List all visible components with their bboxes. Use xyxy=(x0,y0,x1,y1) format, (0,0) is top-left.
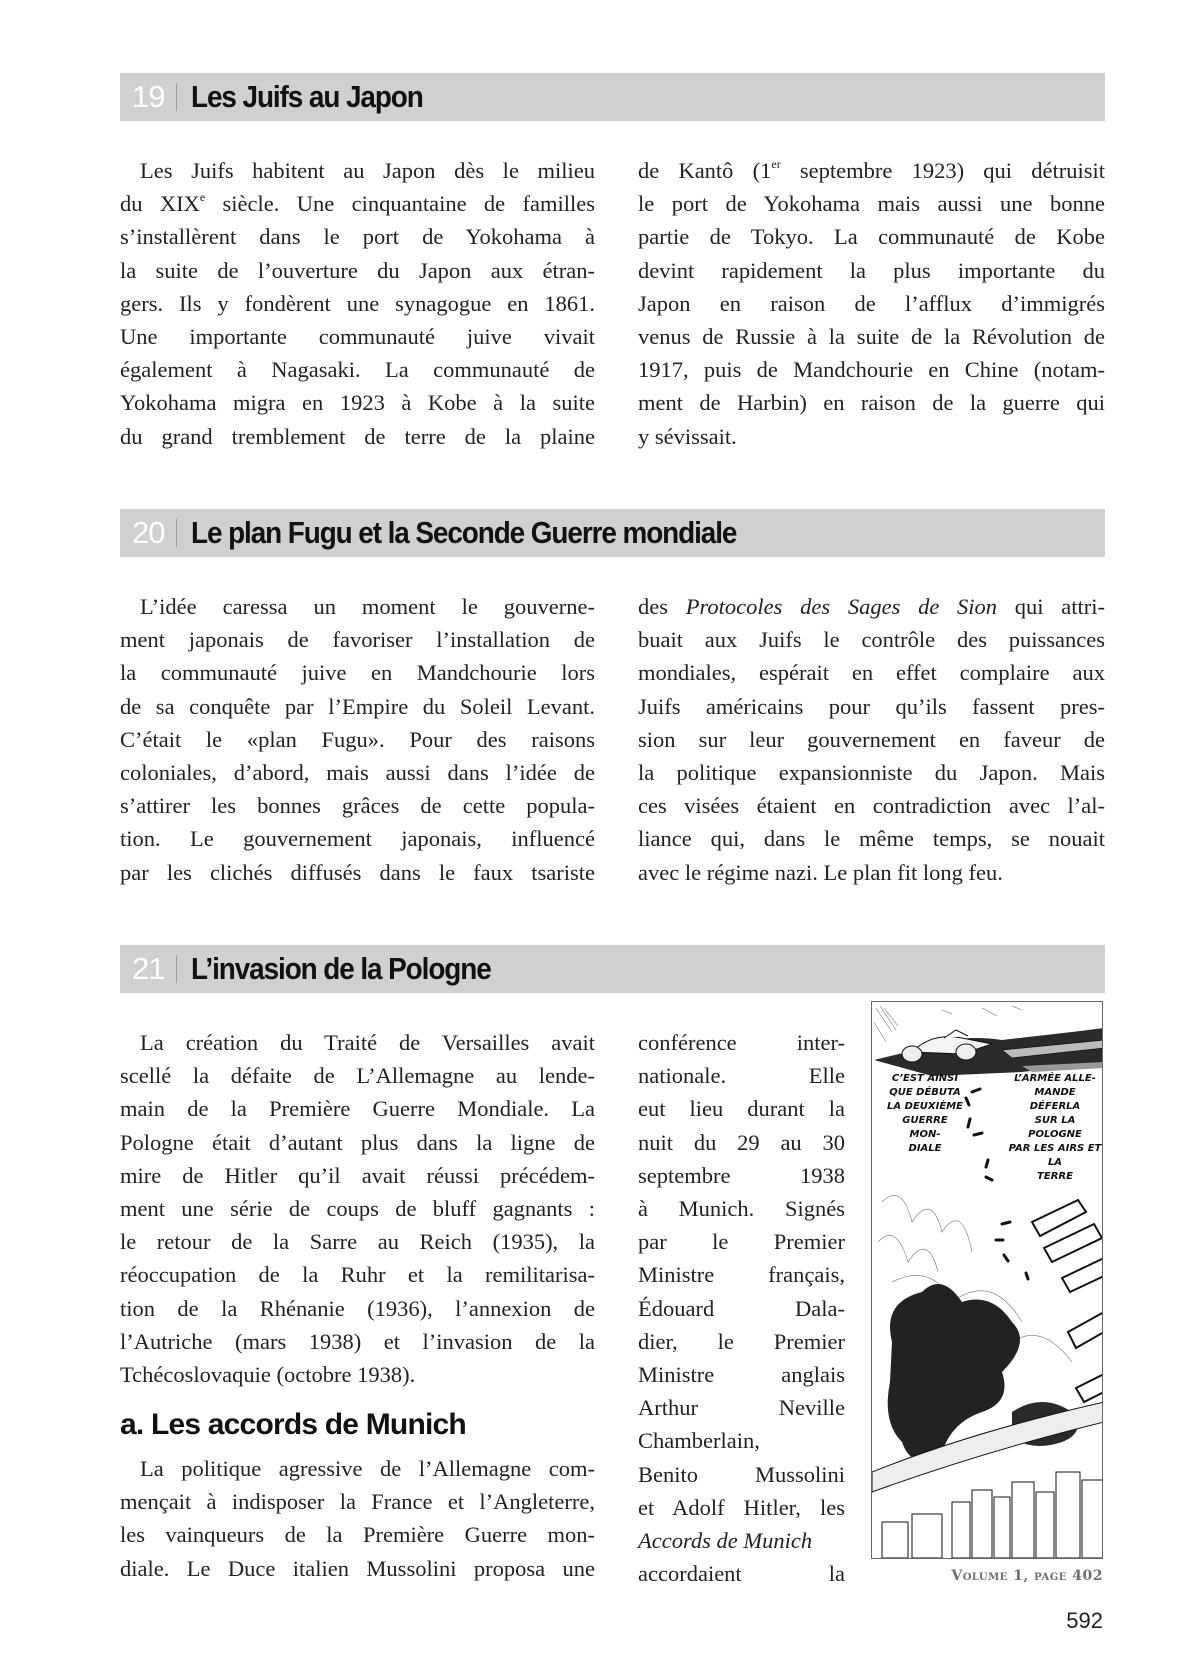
text-line: y sévissait. xyxy=(638,423,737,449)
text-line: Japon en raison de l’afflux d’immigrés xyxy=(638,290,1105,316)
text-line: devint rapidement la plus importante du xyxy=(638,257,1105,283)
text-line: par le Premier xyxy=(638,1229,845,1255)
section-divider xyxy=(176,519,177,547)
section-title: Les Juifs au Japon xyxy=(191,79,423,114)
text-line: le retour de la Sarre au Reich (1935), la xyxy=(120,1229,595,1255)
text-line: ment une série de coups de bluff gagnants : xyxy=(120,1196,595,1222)
caption-line: C’EST AINSI xyxy=(891,1073,959,1084)
section-divider xyxy=(176,955,177,983)
text-line: gers. Ils y fondèrent une synagogue en 1861. xyxy=(120,290,595,316)
caption-line: MANDE DÉFERLA xyxy=(1029,1087,1081,1112)
text-line xyxy=(120,187,595,220)
text-line: liance qui, dans le même temps, se nouait xyxy=(638,826,1105,852)
caption-line: DIALE xyxy=(908,1143,942,1154)
book-title: Protocoles des Sages de Sion xyxy=(685,594,998,619)
text-line: le port de Yokohama mais aussi une bonne xyxy=(638,191,1105,217)
text-line: réoccupation de la Ruhr et la remilitarisa- xyxy=(120,1262,595,1288)
text-line: avec le régime nazi. Le plan fit long feu. xyxy=(638,859,1003,885)
text-line: nationale. Elle xyxy=(638,1063,845,1089)
text-line: mondiales, espérait en effet complaire aux xyxy=(638,660,1105,686)
text-line: s’attirer les bonnes grâces de cette popula- xyxy=(120,793,595,819)
section-header-21 xyxy=(120,945,1105,993)
text-line: Benito Mussolini xyxy=(638,1461,845,1487)
section-number: 21 xyxy=(132,951,165,986)
caption-line: TERRE xyxy=(1037,1171,1073,1182)
text-fragment: septembre 1923) qui détruisit xyxy=(780,158,1105,183)
text-line: Tchécoslovaquie (octobre 1938). xyxy=(120,1362,416,1388)
text-line: eut lieu durant la xyxy=(638,1096,845,1122)
text-line: partie de Tokyo. La communauté de Kobe xyxy=(638,224,1105,250)
text-fragment: de Kantô (1 xyxy=(638,158,772,183)
text-line: L’idée caressa un moment le gouverne- xyxy=(140,594,595,619)
text-line: l’Autriche (mars 1938) et l’invasion de la xyxy=(120,1328,595,1354)
section-header-19 xyxy=(120,73,1105,121)
caption-line: PAR LES AIRS ET LA xyxy=(1008,1143,1102,1168)
text-line: Chamberlain, xyxy=(638,1428,760,1454)
section-21-right-column xyxy=(638,1026,845,1590)
section-20-left-column xyxy=(120,590,595,889)
caption-line: L’ARMÉE ALLE- xyxy=(1014,1073,1096,1084)
superscript: e xyxy=(199,190,206,205)
text-line: ces visées étaient en contradiction avec l’al- xyxy=(638,793,1105,819)
text-line: 1917, puis de Mandchourie en Chine (notam- xyxy=(638,357,1105,383)
text-line: la politique expansionniste du Japon. Mais xyxy=(638,760,1105,786)
text-fragment: des xyxy=(638,594,686,619)
text-line: par les clichés diffusés dans le faux tsariste xyxy=(120,859,595,885)
text-line: Ministre anglais xyxy=(638,1362,845,1388)
text-line: Ministre français, xyxy=(638,1262,845,1288)
text-line: accordaient la xyxy=(638,1561,845,1587)
text-line xyxy=(638,590,1105,623)
text-line: du grand tremblement de terre de la plaine xyxy=(120,423,595,449)
section-21-left-column xyxy=(120,1026,595,1391)
text-line: également à Nagasaki. La communauté de xyxy=(120,357,595,383)
text-line: mire de Hitler qu’il avait réussi précédem- xyxy=(120,1162,595,1188)
text-line: la communauté juive en Mandchourie lors xyxy=(120,660,595,686)
comic-caption-left xyxy=(886,1072,964,1156)
text-line: dier, le Premier xyxy=(638,1328,845,1354)
text-fragment: du XIX xyxy=(120,191,200,217)
text-line: à Munich. Signés xyxy=(638,1196,845,1222)
italic-title: Accords de Munich xyxy=(638,1528,813,1554)
subsection-body xyxy=(120,1452,595,1585)
text-line: Pologne était d’autant plus dans la ligne de xyxy=(120,1129,595,1155)
text-line: ment japonais de favoriser l’installation de xyxy=(120,627,595,653)
section-title: Le plan Fugu et la Seconde Guerre mondiale xyxy=(191,515,737,550)
text-line: venus de Russie à la suite de la Révolution de xyxy=(638,324,1105,350)
text-line: Yokohama migra en 1923 à Kobe à la suite xyxy=(120,390,595,416)
text-line: buait aux Juifs le contrôle des puissances xyxy=(638,627,1105,653)
text-line xyxy=(638,154,1105,187)
comic-panel-illustration xyxy=(871,1001,1103,1559)
text-line: diale. Le Duce italien Mussolini proposa une xyxy=(120,1555,595,1581)
text-line: tion. Le gouvernement japonais, influencé xyxy=(120,826,595,852)
airplane-icon xyxy=(874,1028,1103,1076)
text-line: la suite de l’ouverture du Japon aux étran- xyxy=(120,257,595,283)
text-line: ment de Harbin) en raison de la guerre qui xyxy=(638,390,1105,416)
text-line xyxy=(638,1524,845,1557)
page-number: 592 xyxy=(1066,1608,1103,1633)
text-line: et Adolf Hitler, les xyxy=(638,1494,845,1520)
text-fragment: qui attri- xyxy=(997,594,1105,619)
text-line: coloniales, d’abord, mais aussi dans l’idée de xyxy=(120,760,595,786)
text-line: Une importante communauté juive vivait xyxy=(120,324,595,350)
superscript: er xyxy=(771,157,781,171)
text-line: conférence inter- xyxy=(638,1030,845,1055)
text-line: Les Juifs habitent au Japon dès le milieu xyxy=(140,158,595,183)
section-number: 19 xyxy=(132,79,165,114)
text-line: La création du Traité de Versailles avait xyxy=(140,1030,595,1055)
text-line: septembre 1938 xyxy=(638,1162,845,1188)
section-19-left-column xyxy=(120,154,595,453)
text-line: La politique agressive de l’Allemagne com- xyxy=(140,1456,595,1481)
text-line: main de la Première Guerre Mondiale. La xyxy=(120,1096,595,1122)
text-line: les vainqueurs de la Première Guerre mon- xyxy=(120,1522,595,1548)
section-header-20 xyxy=(120,509,1105,557)
text-line: mençait à indisposer la France et l’Angleterre, xyxy=(120,1489,595,1515)
section-19-right-column xyxy=(638,154,1105,453)
section-divider xyxy=(176,83,177,111)
text-line: scellé la défaite de L’Allemagne au lende- xyxy=(120,1063,595,1089)
text-line: sion sur leur gouvernement en faveur de xyxy=(638,726,1105,752)
text-line: nuit du 29 au 30 xyxy=(638,1129,845,1155)
caption-line: LA DEUXIÈME xyxy=(887,1101,963,1112)
text-line: C’était le «plan Fugu». Pour des raisons xyxy=(120,726,595,752)
text-line: Arthur Neville xyxy=(638,1395,845,1421)
caption-line: GUERRE MON- xyxy=(902,1115,948,1140)
text-line: Édouard Dala- xyxy=(638,1295,845,1321)
section-title: L’invasion de la Pologne xyxy=(191,951,491,986)
text-line: tion de la Rhénanie (1936), l’annexion de xyxy=(120,1295,595,1321)
section-20-right-column xyxy=(638,590,1105,889)
text-line: de sa conquête par l’Empire du Soleil Levant. xyxy=(120,693,595,719)
text-fragment: siècle. Une cinquantaine de familles xyxy=(205,191,595,217)
text-line: Juifs américains pour qu’ils fassent pres- xyxy=(638,693,1105,719)
comic-source-caption: Volume 1, page 402 xyxy=(951,1568,1103,1584)
section-number: 20 xyxy=(132,515,165,550)
text-line: s’installèrent dans le port de Yokohama à xyxy=(120,224,595,250)
comic-caption-right xyxy=(1008,1072,1102,1184)
caption-line: QUE DÉBUTA xyxy=(889,1087,961,1098)
subsection-heading: a. Les accords de Munich xyxy=(120,1408,466,1441)
caption-line: SUR LA POLOGNE xyxy=(1028,1115,1082,1140)
